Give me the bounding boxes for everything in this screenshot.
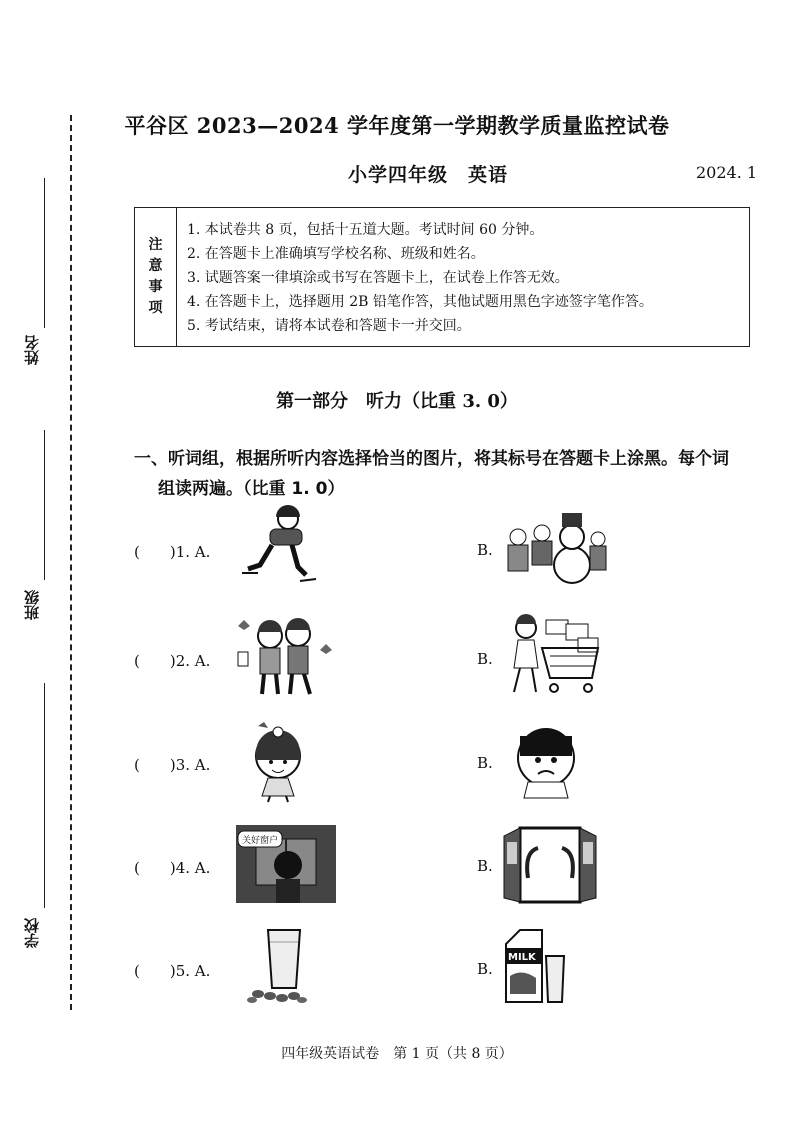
notice-list [187,218,653,338]
window-caption: 关好窗户 [242,836,279,846]
notice-item: 3. 试题答案一律填涂或书写在答题卡上，在试卷上作答无效。 [187,270,569,286]
notice-item: 1. 本试卷共 8 页，包括十五道大题。考试时间 60 分钟。 [187,222,544,238]
notice-heading-char: 项 [148,300,163,316]
close-window-picture [236,825,336,903]
question-2[interactable]: ( )2. A. [134,652,211,670]
shopping-cart-picture [500,612,606,698]
class-label: 班级 [23,590,41,620]
name-write-line[interactable] [44,178,45,328]
notice-heading-char: 意 [148,258,163,274]
notice-item: 2. 在答题卡上准确填写学校名称、班级和姓名。 [187,246,485,262]
happy-girl-picture [244,720,320,804]
exam-subtitle: 小学四年级 英语 [348,164,509,186]
question-3[interactable]: ( )3. A. [134,756,211,774]
children-going-to-school-picture [232,612,334,698]
school-label: 学校 [23,918,41,948]
section-line-2: 组读两遍。（比重 1. 0） [158,479,345,499]
question-5[interactable]: ( )5. A. [134,962,211,980]
question-1[interactable]: ( )1. A. [134,543,211,561]
school-write-line[interactable] [44,683,45,908]
exam-title: 平谷区 2023—2024 学年度第一学期教学质量监控试卷 [124,113,670,138]
question-5-option-b[interactable]: B. [477,960,493,978]
snowman-kids-picture [500,507,612,587]
question-1-option-b[interactable]: B. [477,541,493,559]
question-2-option-b[interactable]: B. [477,650,493,668]
notice-heading-char: 注 [148,237,163,253]
section-line-1: 一、听词组，根据所听内容选择恰当的图片，将其标号在答题卡上涂黑。每个词 [134,449,729,469]
milk-carton-picture [502,928,568,1006]
skating-boy-picture [240,505,320,587]
page-footer: 四年级英语试卷 第 1 页（共 8 页） [281,1046,513,1062]
open-door-picture [500,826,600,904]
class-write-line[interactable] [44,430,45,580]
section-instruction [134,444,754,504]
question-4[interactable]: ( )4. A. [134,859,211,877]
upset-boy-picture [512,722,582,800]
carton-label: MILK [508,952,536,963]
question-3-option-b[interactable]: B. [477,754,493,772]
glass-of-soy-milk-picture [238,926,318,1004]
notice-heading-char: 事 [148,279,163,295]
notice-item: 5. 考试结束，请将本试卷和答题卡一并交回。 [187,318,471,334]
name-label: 姓名 [23,335,41,365]
binding-margin [0,0,80,1124]
part-title: 第一部分 听力（比重 3. 0） [276,391,518,412]
cut-line [70,115,72,1010]
notice-item: 4. 在答题卡上，选择题用 2B 铅笔作答，其他试题用黑色字迹签字笔作答。 [187,294,653,310]
notice-box [134,207,750,347]
exam-date: 2024. 1 [696,163,758,182]
notice-heading [135,208,177,346]
question-4-option-b[interactable]: B. [477,857,493,875]
